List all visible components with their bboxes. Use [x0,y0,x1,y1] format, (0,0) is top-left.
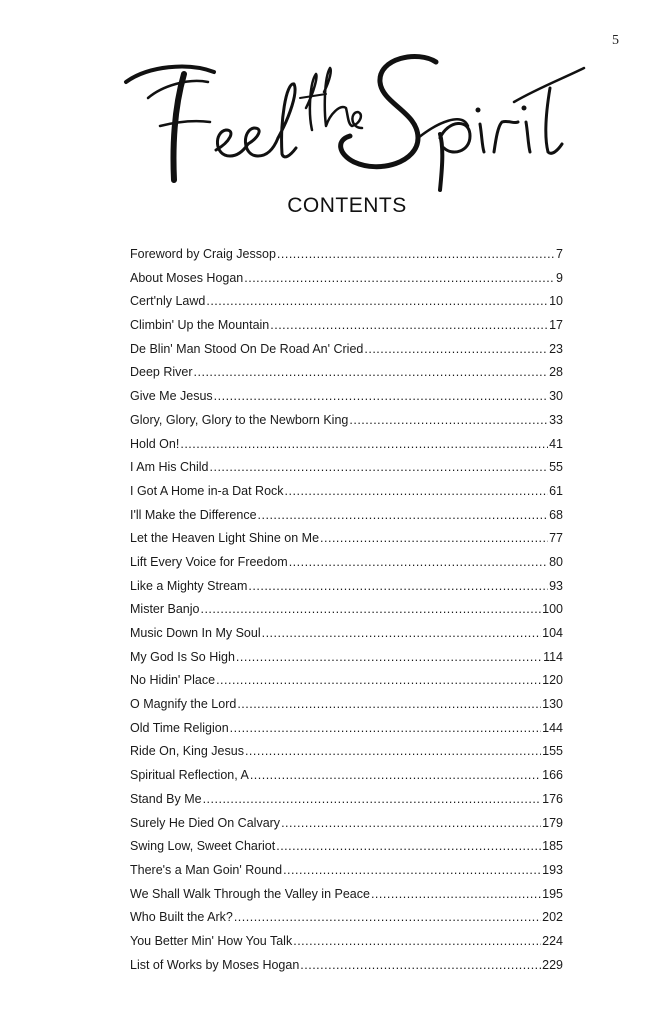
toc-entry-page-number: 23 [549,341,563,356]
toc-entry-page-number: 61 [549,483,563,498]
title-script-logo [118,52,588,192]
toc-entry[interactable] [130,456,563,480]
toc-entry[interactable] [130,883,563,907]
toc-entry-title: Cert'nly Lawd [130,294,206,309]
toc-entry-title: Let the Heaven Light Shine on Me [130,531,320,546]
toc-entry-title: I Got A Home in-a Dat Rock [130,483,284,498]
toc-entry-page-number: 130 [542,697,563,712]
dot-leader [289,551,548,575]
toc-entry-page-number: 179 [542,815,563,830]
toc-entry-title: We Shall Walk Through the Valley in Peace [130,886,370,901]
dot-leader [237,693,541,717]
toc-entry-page-number: 33 [549,412,563,427]
dot-leader [349,409,548,433]
toc-entry-page-number: 176 [542,791,563,806]
contents-heading: CONTENTS [287,194,407,217]
toc-entry-page-number: 30 [549,389,563,404]
dot-leader [364,338,548,362]
toc-entry[interactable] [130,669,563,693]
dot-leader [262,622,542,646]
toc-entry[interactable] [130,314,563,338]
toc-entry-title: Deep River [130,365,193,380]
toc-entry[interactable] [130,243,563,267]
toc-entry[interactable] [130,527,563,551]
toc-entry-page-number: 193 [542,862,563,877]
dot-leader [258,504,549,528]
toc-entry-title: Swing Low, Sweet Chariot [130,839,276,854]
toc-entry-page-number: 55 [549,460,563,475]
dot-leader [300,954,541,978]
toc-entry-page-number: 120 [542,673,563,688]
toc-entry-title: Ride On, King Jesus [130,744,244,759]
toc-entry[interactable] [130,361,563,385]
dot-leader [210,456,549,480]
toc-entry[interactable] [130,906,563,930]
toc-entry-title: Surely He Died On Calvary [130,815,281,830]
toc-entry-title: Climbin' Up the Mountain [130,318,270,333]
toc-entry-title: List of Works by Moses Hogan [130,957,300,972]
dot-leader [371,883,541,907]
dot-leader [281,812,541,836]
toc-entry-title: I Am His Child [130,460,209,475]
toc-entry-page-number: 9 [556,270,563,285]
dot-leader [320,527,548,551]
dot-leader [180,433,548,457]
toc-entry[interactable] [130,764,563,788]
toc-entry-title: Foreword by Craig Jessop [130,247,276,261]
toc-entry-page-number: 7 [556,247,563,261]
toc-entry[interactable] [130,717,563,741]
toc-entry-title: Music Down In My Soul [130,626,261,640]
toc-entry[interactable] [130,598,563,622]
dot-leader [206,290,548,314]
toc-entry-page-number: 185 [542,839,563,854]
toc-entry[interactable] [130,835,563,859]
dot-leader [276,835,541,859]
toc-entry[interactable] [130,646,563,670]
toc-entry[interactable] [130,812,563,836]
toc-entry-page-number: 68 [549,507,563,522]
toc-entry-title: I'll Make the Difference [130,507,257,522]
toc-entry-title: No Hidin' Place [130,673,216,688]
toc-entry-page-number: 80 [549,554,563,569]
dot-leader [194,361,549,385]
toc-entry[interactable] [130,551,563,575]
toc-entry-page-number: 17 [549,318,563,333]
toc-entry-page-number: 114 [543,649,563,664]
toc-entry-title: Like a Mighty Stream [130,578,248,593]
toc-entry-page-number: 93 [549,578,563,593]
toc-entry[interactable] [130,575,563,599]
toc-entry-title: You Better Min' How You Talk [130,933,293,948]
toc-entry-title: Who Built the Ark? [130,910,233,925]
toc-entry-title: Spiritual Reflection, A [130,768,249,783]
dot-leader [277,243,555,267]
dot-leader [236,646,542,670]
dot-leader [216,669,541,693]
toc-entry-page-number: 41 [549,436,563,451]
dot-leader [214,385,548,409]
toc-entry[interactable] [130,693,563,717]
dot-leader [293,930,541,954]
table-of-contents [130,243,563,977]
toc-entry-title: De Blin' Man Stood On De Road An' Cried [130,341,364,356]
toc-entry-title: My God Is So High [130,649,235,664]
page-number: 5 [612,33,619,48]
toc-entry-title: About Moses Hogan [130,270,244,285]
toc-entry-title: Glory, Glory, Glory to the Newborn King [130,412,349,427]
dot-leader [244,267,555,291]
toc-entry-page-number: 77 [549,531,563,546]
toc-entry-page-number: 229 [542,957,563,972]
toc-entry[interactable] [130,740,563,764]
toc-entry[interactable] [130,622,563,646]
toc-entry[interactable] [130,267,563,291]
toc-entry[interactable] [130,433,563,457]
dot-leader [270,314,548,338]
toc-entry[interactable] [130,338,563,362]
dot-leader [245,740,541,764]
toc-entry-page-number: 195 [542,886,563,901]
dot-leader [248,575,548,599]
toc-entry-page-number: 155 [542,744,563,759]
toc-entry-page-number: 10 [549,294,563,309]
toc-entry[interactable] [130,409,563,433]
dot-leader [285,480,549,504]
toc-entry[interactable] [130,480,563,504]
toc-entry-title: Old Time Religion [130,720,229,735]
dot-leader [250,764,541,788]
dot-leader [203,788,542,812]
toc-entry-title: Stand By Me [130,791,202,806]
toc-entry-page-number: 144 [542,720,563,735]
toc-entry[interactable] [130,504,563,528]
toc-entry[interactable] [130,930,563,954]
toc-entry-page-number: 28 [549,365,563,380]
toc-entry-page-number: 202 [542,910,563,925]
toc-entry-title: Mister Banjo [130,602,200,617]
toc-entry[interactable] [130,290,563,314]
toc-entry-page-number: 224 [542,933,563,948]
toc-entry-title: Hold On! [130,436,180,451]
toc-entry-title: There's a Man Goin' Round [130,862,283,877]
toc-entry-title: O Magnify the Lord [130,697,237,712]
toc-entry[interactable] [130,385,563,409]
dot-leader [234,906,541,930]
dot-leader [200,598,541,622]
toc-entry-title: Lift Every Voice for Freedom [130,554,288,569]
toc-entry-title: Give Me Jesus [130,389,213,404]
dot-leader [283,859,541,883]
toc-entry-page-number: 104 [542,626,563,640]
toc-entry[interactable] [130,788,563,812]
toc-entry-page-number: 100 [542,602,563,617]
toc-entry[interactable] [130,954,563,978]
toc-entry[interactable] [130,859,563,883]
dot-leader [230,717,541,741]
toc-entry-page-number: 166 [542,768,563,783]
